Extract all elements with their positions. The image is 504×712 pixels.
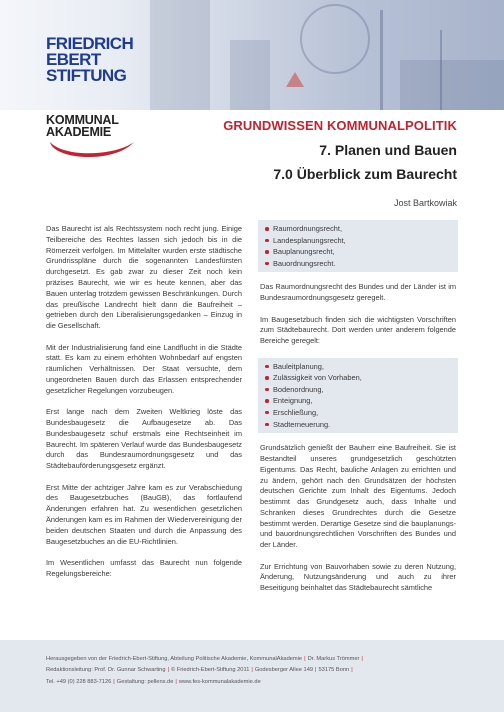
footer-separator: |: [361, 656, 363, 662]
photo-dome: [300, 4, 370, 74]
photo-road-sign: [286, 72, 304, 87]
list-item: Enteignung,: [264, 395, 452, 407]
fes-logo-line: EBERT: [46, 50, 101, 69]
paragraph: Grundsätzlich genießt der Bauherr eine Baufreiheit. Sie ist Bestandteil unseres grundgesetzlich geschützten Eigentums. Das Recht, bauliche Anlagen zu errichten und zu ändern, gehört nach den Grundsätzen der höchsten deutschen Gerichte zum Inhalt des Eigentums. Jedoch bestimmt das Grundgesetz auch, dass Inhalte und Schranken dieses Grundrechtes durch die Gesetze bestimmt werden. Derartige Gesetze sind die bauplanungs- und bauordnungsrechtlichen Vorschriften des Bundes und der Länder.: [260, 443, 456, 550]
bullet-box: [258, 358, 458, 434]
footer-line: [46, 665, 466, 676]
list-item: Zulässigkeit von Vorhaben,: [264, 372, 452, 384]
footer-item: Godesberger Allee 149: [254, 667, 314, 674]
list-item: Bauleitplanung,: [264, 361, 452, 373]
list-item: Stadterneuerung.: [264, 419, 452, 431]
footer-separator: |: [304, 656, 306, 662]
footer-line: [46, 677, 466, 688]
footer-item: Gestaltung: pellens.de: [116, 678, 174, 685]
chapter-title: 7. Planen und Bauen: [319, 142, 457, 158]
photo-building: [230, 40, 270, 110]
photo-building: [150, 0, 210, 110]
section-title: 7.0 Überblick zum Baurecht: [273, 166, 457, 182]
footer-item: Herausgegeben von der Friedrich-Ebert-Stiftung, Abteilung Politische Akademie, KommunalAkademie: [46, 656, 303, 662]
list-item: Erschließung,: [264, 407, 452, 419]
paragraph: Im Baugesetzbuch finden sich die wichtigsten Vorschriften zum Städtebaurecht. Dort werden unter anderem folgende Bereiche geregelt:: [260, 314, 456, 346]
footer-item: Tel. +49 (0) 228 883-7126: [46, 678, 112, 685]
footer: [0, 640, 504, 712]
fes-logo-line: STIFTUNG: [46, 66, 127, 85]
list-item: Bauordnungsrecht.: [264, 258, 452, 270]
website-link[interactable]: www.fes-kommunalakademie.de: [178, 678, 261, 685]
list-item: Bodenordnung,: [264, 384, 452, 396]
right-column: [260, 224, 456, 605]
footer-separator: |: [315, 667, 317, 674]
footer-separator: |: [175, 678, 177, 685]
paragraph: Im Wesentlichen umfasst das Baurecht nun folgende Regelungsbereiche:: [46, 557, 242, 578]
ka-logo-line: AKADEMIE: [46, 125, 112, 139]
footer-separator: |: [251, 667, 253, 674]
photo-pole: [380, 10, 383, 110]
footer-separator: |: [351, 667, 353, 674]
paragraph: Erst lange nach dem Zweiten Weltkrieg löste das Bundesbaugesetz die Aufbaugesetze ab. Das Bundesbaugesetz schuf erstmals eine Rechtseinheit im Baurecht. Im späteren Verlauf wurde das Bundesbaugesetz durch das Bundesraumordnungsgesetz und das Städtebauförderungsgesetz ergänzt.: [46, 407, 242, 471]
footer-line: [46, 654, 466, 665]
fes-logo: [46, 36, 136, 84]
list-item: Bauplanungsrecht,: [264, 246, 452, 258]
kommunal-akademie-logo: [46, 114, 138, 158]
footer-item: Dr. Markus Trömmer: [307, 656, 360, 662]
footer-item: 53175 Bonn: [318, 667, 350, 674]
footer-imprint: [46, 654, 466, 688]
photo-street: [400, 60, 504, 110]
paragraph: Das Baurecht ist als Rechtssystem noch recht jung. Einige Teilbereiche des Rechtes lassen sich jedoch bis in die Römerzeit verfolgen. Im Mittelalter wurden erste städtische Grundrisspläne durch die sogenannten Landesfürsten durchgesetzt. Es gab zwar zu dieser Zeit noch kein präzises Baurecht, wie wir es heute kennen, aber das Bauen unterlag trotzdem gewissen Beschränkungen. Durch das preußische Landrecht hielt dann die Baufreiheit – getrieben durch den Liberalisierungsgedanken – Einzug in die Gesellschaft.: [46, 224, 242, 331]
paragraph: Das Raumordnungsrecht des Bundes und der Länder ist im Bundesraumordnungsgesetz geregelt.: [260, 282, 456, 303]
law-areas-list: [264, 223, 452, 269]
fes-logo-line: FRIEDRICH: [46, 34, 134, 53]
left-column: [46, 224, 242, 590]
bullet-box: [258, 220, 458, 272]
footer-separator: |: [167, 667, 169, 674]
list-item: Raumordnungsrecht,: [264, 223, 452, 235]
footer-item: © Friedrich-Ebert-Stiftung 2011: [170, 667, 250, 674]
ka-logo-line: KOMMUNAL: [46, 113, 119, 127]
paragraph: Zur Errichtung von Bauvorhaben sowie zu deren Nutzung, Änderung, Nutzungsänderung und auch zu ihrer Beseitigung beinhaltet das Städtebaurecht sämtliche: [260, 561, 456, 593]
list-item: Landesplanungsrecht,: [264, 235, 452, 247]
author: Jost Bartkowiak: [393, 198, 457, 208]
baugb-topics-list: [264, 361, 452, 431]
series-title: GRUNDWISSEN KOMMUNALPOLITIK: [223, 118, 457, 133]
paragraph: Erst Mitte der achtziger Jahre kam es zur Verabschiedung des Baugesetzbuches (BauGB), das fortlaufend Änderungen erfahren hat. Zu wesentlichen gesetzlichen Änderungen kam es im Rahmen der Wiedervereinigung der beiden deutschen Staaten und durch die Anpassung des Baugesetzbuches an die EU-Richtlinien.: [46, 482, 242, 546]
footer-item: Redaktionsleitung: Prof. Dr. Gunnar Schwarting: [46, 667, 166, 674]
paragraph: Mit der Industrialisierung fand eine Landflucht in die Städte statt. Es kam zu einem erhöhten Wohnbedarf auf engsten räumlichen Verhältnissen. Der Staat versuchte, dem ungeordneten Bauen durch das Erlassen entsprechender gesetzlicher Regelungen vorzubeugen.: [46, 342, 242, 395]
footer-separator: |: [113, 678, 115, 685]
